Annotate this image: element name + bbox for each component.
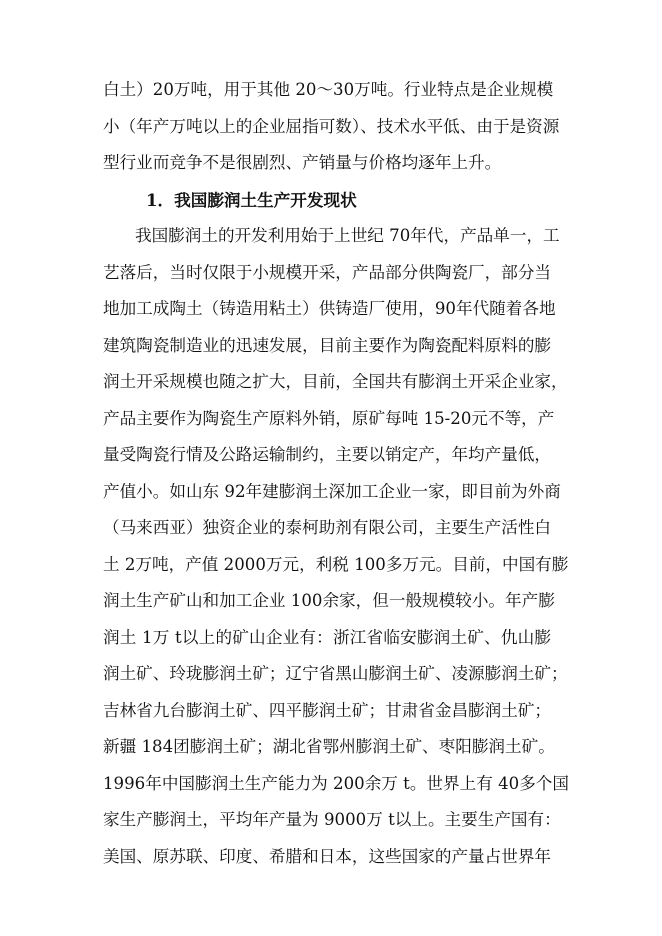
- text-line: 型行业而竞争不是很剧烈、产销量与价格均逐年上升。: [103, 153, 502, 172]
- section-heading: 1．我国膨润土生产开发现状: [146, 189, 357, 210]
- text-line: 地加工成陶土（铸造用粘土）供铸造厂使用，90年代随着各地: [103, 299, 556, 318]
- body-paragraph: [103, 218, 569, 875]
- text-line: 建筑陶瓷制造业的迅速发展，目前主要作为陶瓷配料原料的膨: [103, 335, 552, 355]
- section-heading-block: [103, 182, 551, 219]
- text-line: 1996年中国膨润土生产能力为 200余万 t。世界上有 40多个国: [103, 773, 569, 793]
- text-line: 润土生产矿山和加工企业 100余家，但一般规模较小。年产膨: [103, 591, 555, 610]
- text-line: 吉林省九台膨润土矿、四平膨润土矿；甘肃省金昌膨润土矿；: [103, 700, 552, 720]
- text-line: 润土 1万 t以上的矿山企业有：浙江省临安膨润土矿、仇山膨: [103, 627, 551, 647]
- text-line: 新疆 184团膨润土矿；湖北省鄂州膨润土矿、枣阳膨润土矿。: [103, 737, 555, 756]
- intro-paragraph: [103, 72, 560, 182]
- text-line: 产品主要作为陶瓷生产原料外销，原矿每吨 15-20元不等，产: [103, 408, 555, 428]
- text-line: 白土）20万吨，用于其他 20～30万吨。行业特点是企业规模: [103, 80, 554, 99]
- text-line: 美国、原苏联、印度、希腊和日本，这些国家的产量占世界年: [103, 846, 552, 866]
- text-line: 润土开采规模也随之扩大，目前，全国共有膨润土开采企业家，: [103, 372, 568, 391]
- text-line: 小（年产万吨以上的企业屈指可数）、技术水平低、由于是资源: [103, 116, 560, 136]
- text-line: 产值小。如山东 92年建膨润土深加工企业一家，即目前为外商: [103, 481, 561, 501]
- text-line: 艺落后，当时仅限于小规模开采，产品部分供陶瓷厂，部分当: [103, 262, 552, 282]
- text-line: 润土矿、玲珑膨润土矿；辽宁省黑山膨润土矿、凌源膨润土矿；: [103, 664, 568, 683]
- text-line: 量受陶瓷行情及公路运输制约，主要以销定产，年均产量低，: [103, 445, 552, 464]
- text-line: （马来西亚）独资企业的泰柯助剂有限公司，主要生产活性白: [103, 518, 552, 537]
- text-line: 家生产膨润土，平均年产量为 9000万 t以上。主要生产国有：: [103, 810, 561, 829]
- text-line: 土 2万吨，产值 2000万元，利税 100多万元。目前，中国有膨: [103, 554, 569, 574]
- text-line: 我国膨润土的开发利用始于上世纪 70年代，产品单一，工: [135, 226, 560, 245]
